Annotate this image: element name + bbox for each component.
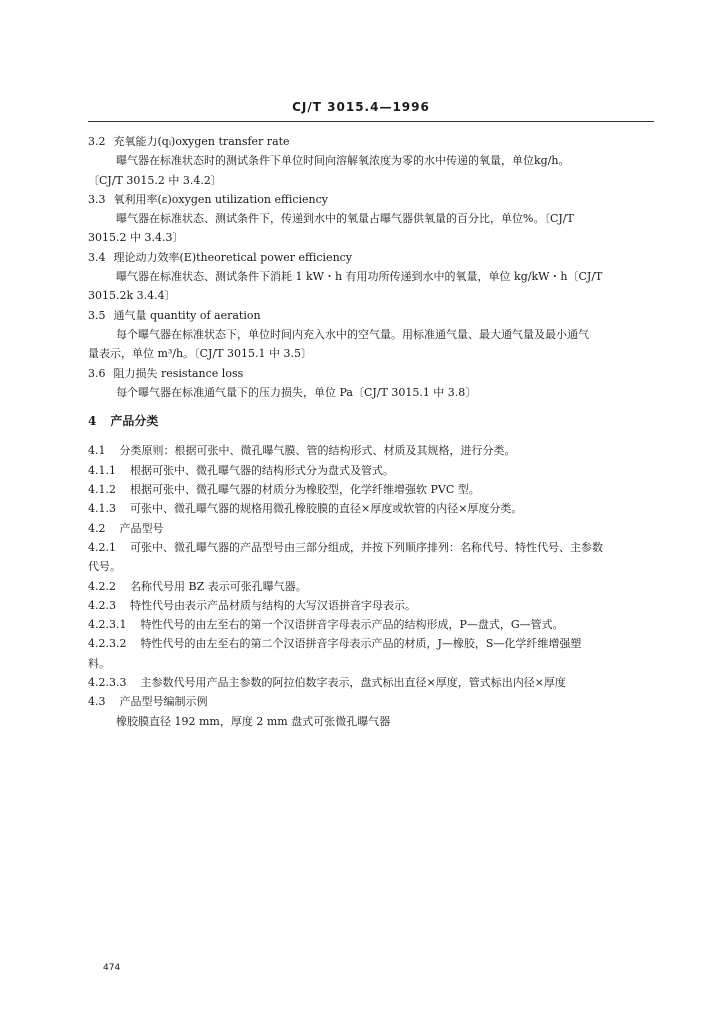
page-number: 474	[103, 963, 121, 973]
clause-item: 4.1 分类原则：根据可张中、微孔曝气膜、管的结构形式、材质及其规格，进行分类。	[88, 444, 516, 458]
clause-text: 3015.2 中 3.4.3〕	[88, 231, 184, 245]
header-rule	[88, 121, 654, 122]
clause-item: 4.2 产品型号	[88, 521, 164, 535]
clause-heading: 3.6 阻力损失 resistance loss	[88, 366, 244, 380]
clause-text: 每个曝气器在标准状态下，单位时间内充入水中的空气量。用标准通气量、最大通气量及最小通气	[116, 327, 589, 341]
clause-item: 4.3 产品型号编制示例	[88, 695, 208, 709]
clause-item: 4.1.3 可张中、微孔曝气器的规格用微孔橡胶膜的直径×厚度或软管的内径×厚度分类。	[88, 502, 523, 516]
clause-item: 4.2.3.2 特性代号的由左至右的第二个汉语拼音字母表示产品的材质，J—橡胶，S—化学纤维增强塑	[88, 637, 582, 651]
clause-text: 3015.2k 3.4.4〕	[88, 289, 176, 303]
clause-text: 代号。	[88, 560, 121, 574]
clause-heading: 3.3 氧利用率(ε)oxygen utilization efficiency	[88, 192, 328, 206]
clause-heading: 3.2 充氧能力(qᵢ)oxygen transfer rate	[88, 135, 290, 148]
clause-item: 4.2.1 可张中、微孔曝气器的产品型号由三部分组成，并按下列顺序排列：名称代号、特性代号、主参数	[88, 540, 603, 554]
clause-item: 4.1.1 根据可张中、微孔曝气器的结构形式分为盘式及管式。	[88, 463, 394, 477]
clause-text: 曝气器在标准状态时的测试条件下单位时间向溶解氧浓度为零的水中传递的氧量，单位kg/h。	[116, 154, 570, 168]
clause-heading: 3.4 理论动力效率(E)theoretical power efficiency	[88, 250, 353, 264]
clause-text: 曝气器在标准状态、测试条件下，传递到水中的氧量占曝气器供氧量的百分比，单位%。〔CJ/T	[116, 212, 574, 226]
clause-text: 每个曝气器在标准通气量下的压力损失，单位 Pa〔CJ/T 3015.1 中 3.8〕	[116, 385, 477, 399]
clause-heading: 3.5 通气量 quantity of aeration	[88, 308, 261, 322]
clause-text: 料。	[88, 656, 110, 670]
page-header: CJ/T 3015.4—1996	[292, 100, 430, 114]
document-body	[88, 132, 654, 731]
clause-item: 4.2.2 名称代号用 BZ 表示可张孔曝气器。	[88, 579, 307, 593]
example-text: 橡胶膜直径 192 mm，厚度 2 mm 盘式可张微孔曝气器	[116, 714, 391, 728]
clause-item: 4.2.3 特性代号由表示产品材质与结构的大写汉语拼音字母表示。	[88, 598, 416, 612]
clause-item: 4.1.2 根据可张中、微孔曝气器的材质分为橡胶型，化学纤维增强软 PVC 型。	[88, 483, 480, 497]
clause-text: 量表示，单位 m³/h。〔CJ/T 3015.1 中 3.5〕	[88, 347, 312, 361]
clause-item: 4.2.3.1 特性代号的由左至右的第一个汉语拼音字母表示产品的结构形成，P—盘式，G—管式。	[88, 618, 564, 632]
section-heading: 4 产品分类	[88, 414, 159, 429]
clause-text: 〔CJ/T 3015.2 中 3.4.2〕	[88, 173, 222, 187]
clause-item: 4.2.3.3 主参数代号用产品主参数的阿拉伯数字表示，盘式标出直径×厚度，管式标出内径×厚度	[88, 676, 566, 690]
clause-text: 曝气器在标准状态、测试条件下消耗 1 kW・h 有用功所传递到水中的氧量，单位 kg/kW・h〔CJ/T	[116, 270, 603, 284]
